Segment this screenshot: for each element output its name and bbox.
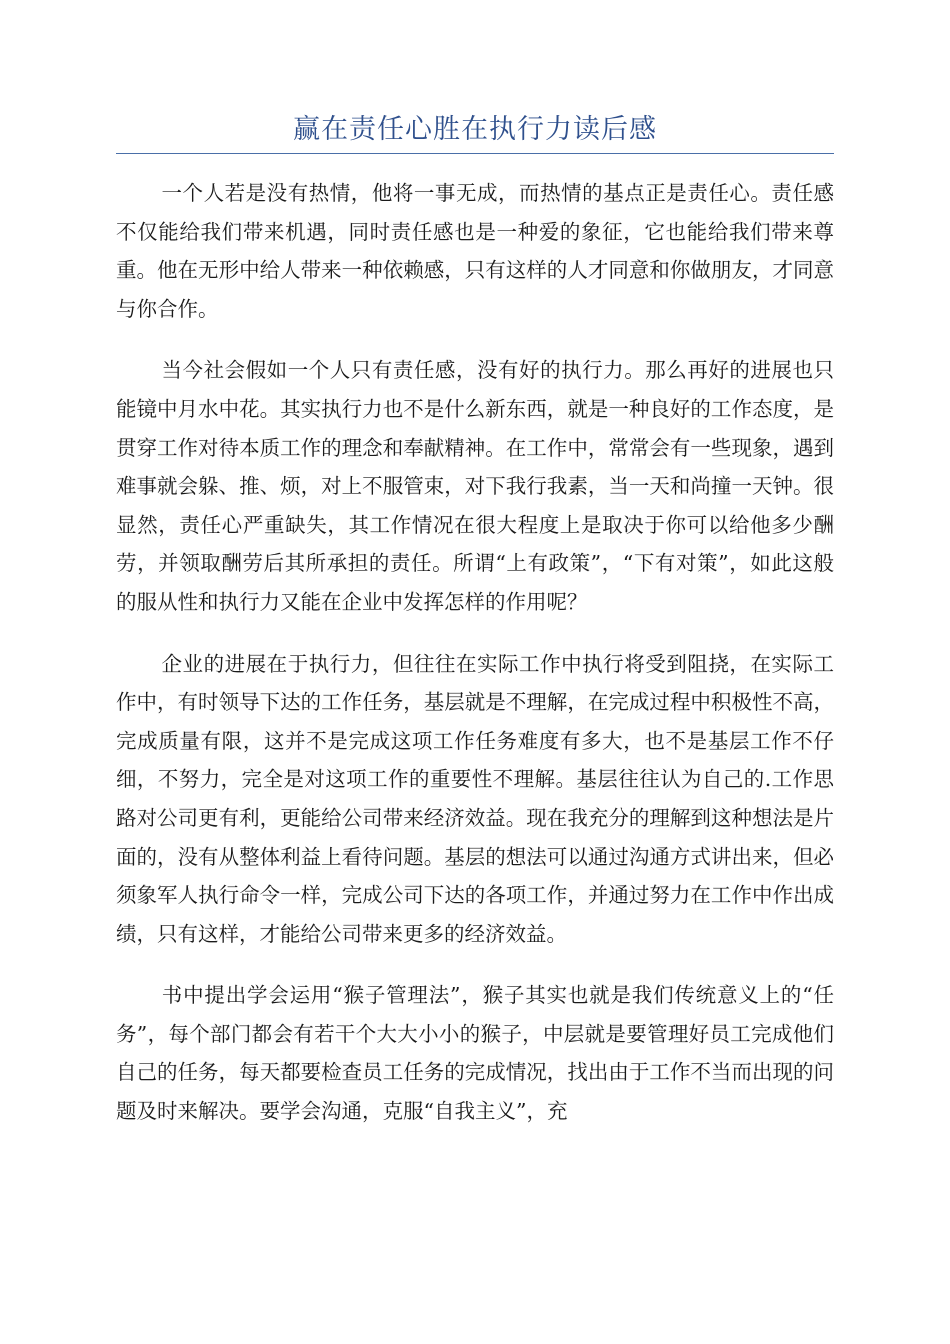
title-underline (116, 153, 834, 154)
paragraph-1-text: 一个人若是没有热情，他将一事无成，而热情的基点正是责任心。责任感不仅能给我们带来机遇，同时责任感也是一种爱的象征，它也能给我们带来尊重。他在无形中给人带来一种依赖感，只有这样的人才同意和你做朋友，才同意与你合作。 (116, 181, 834, 321)
document-title: 赢在责任心胜在执行力读后感 (293, 114, 657, 145)
paragraph-3 (116, 645, 834, 954)
paragraph-4-text: 书中提出学会运用“猴子管理法”，猴子其实也就是我们传统意义上的“任务”，每个部门都会有若干个大大小小的猴子，中层就是要管理好员工完成他们自己的任务，每天都要检查员工任务的完成情况，找出由于工作不当而出现的问题及时来解决。要学会沟通，克服“自我主义”，充 (116, 983, 834, 1124)
paragraph-1 (116, 174, 834, 328)
document-body (116, 174, 834, 1154)
paragraph-4 (116, 976, 834, 1130)
paragraph-2-text: 当今社会假如一个人只有责任感，没有好的执行力。那么再好的进展也只能镜中月水中花。其实执行力也不是什么新东西，就是一种良好的工作态度，是贯穿工作对待本质工作的理念和奉献精神。在工作中，常常会有一些现象，遇到难事就会躲、推、烦，对上不服管束，对下我行我素，当一天和尚撞一天钟。很显然，责任心严重缺失，其工作情况在很大程度上是取决于你可以给他多少酬劳，并领取酬劳后其所承担的责任。所谓“上有政策”，“下有对策”，如此这般的服从性和执行力又能在企业中发挥怎样的作用呢？ (116, 358, 834, 614)
paragraph-3-text: 企业的进展在于执行力，但往往在实际工作中执行将受到阻挠，在实际工作中，有时领导下达的工作任务，基层就是不理解，在完成过程中积极性不高，完成质量有限，这并不是完成这项工作任务难度有多大，也不是基层工作不仔细，不努力，完全是对这项工作的重要性不理解。基层往往认为自己的.工作思路对公司更有利，更能给公司带来经济效益。现在我充分的理解到这种想法是片面的，没有从整体利益上看待问题。基层的想法可以通过沟通方式讲出来，但必须象军人执行命令一样，完成公司下达的各项工作，并通过努力在工作中作出成绩，只有这样，才能给公司带来更多的经济效益。 (116, 651, 834, 946)
paragraph-2 (116, 351, 834, 621)
